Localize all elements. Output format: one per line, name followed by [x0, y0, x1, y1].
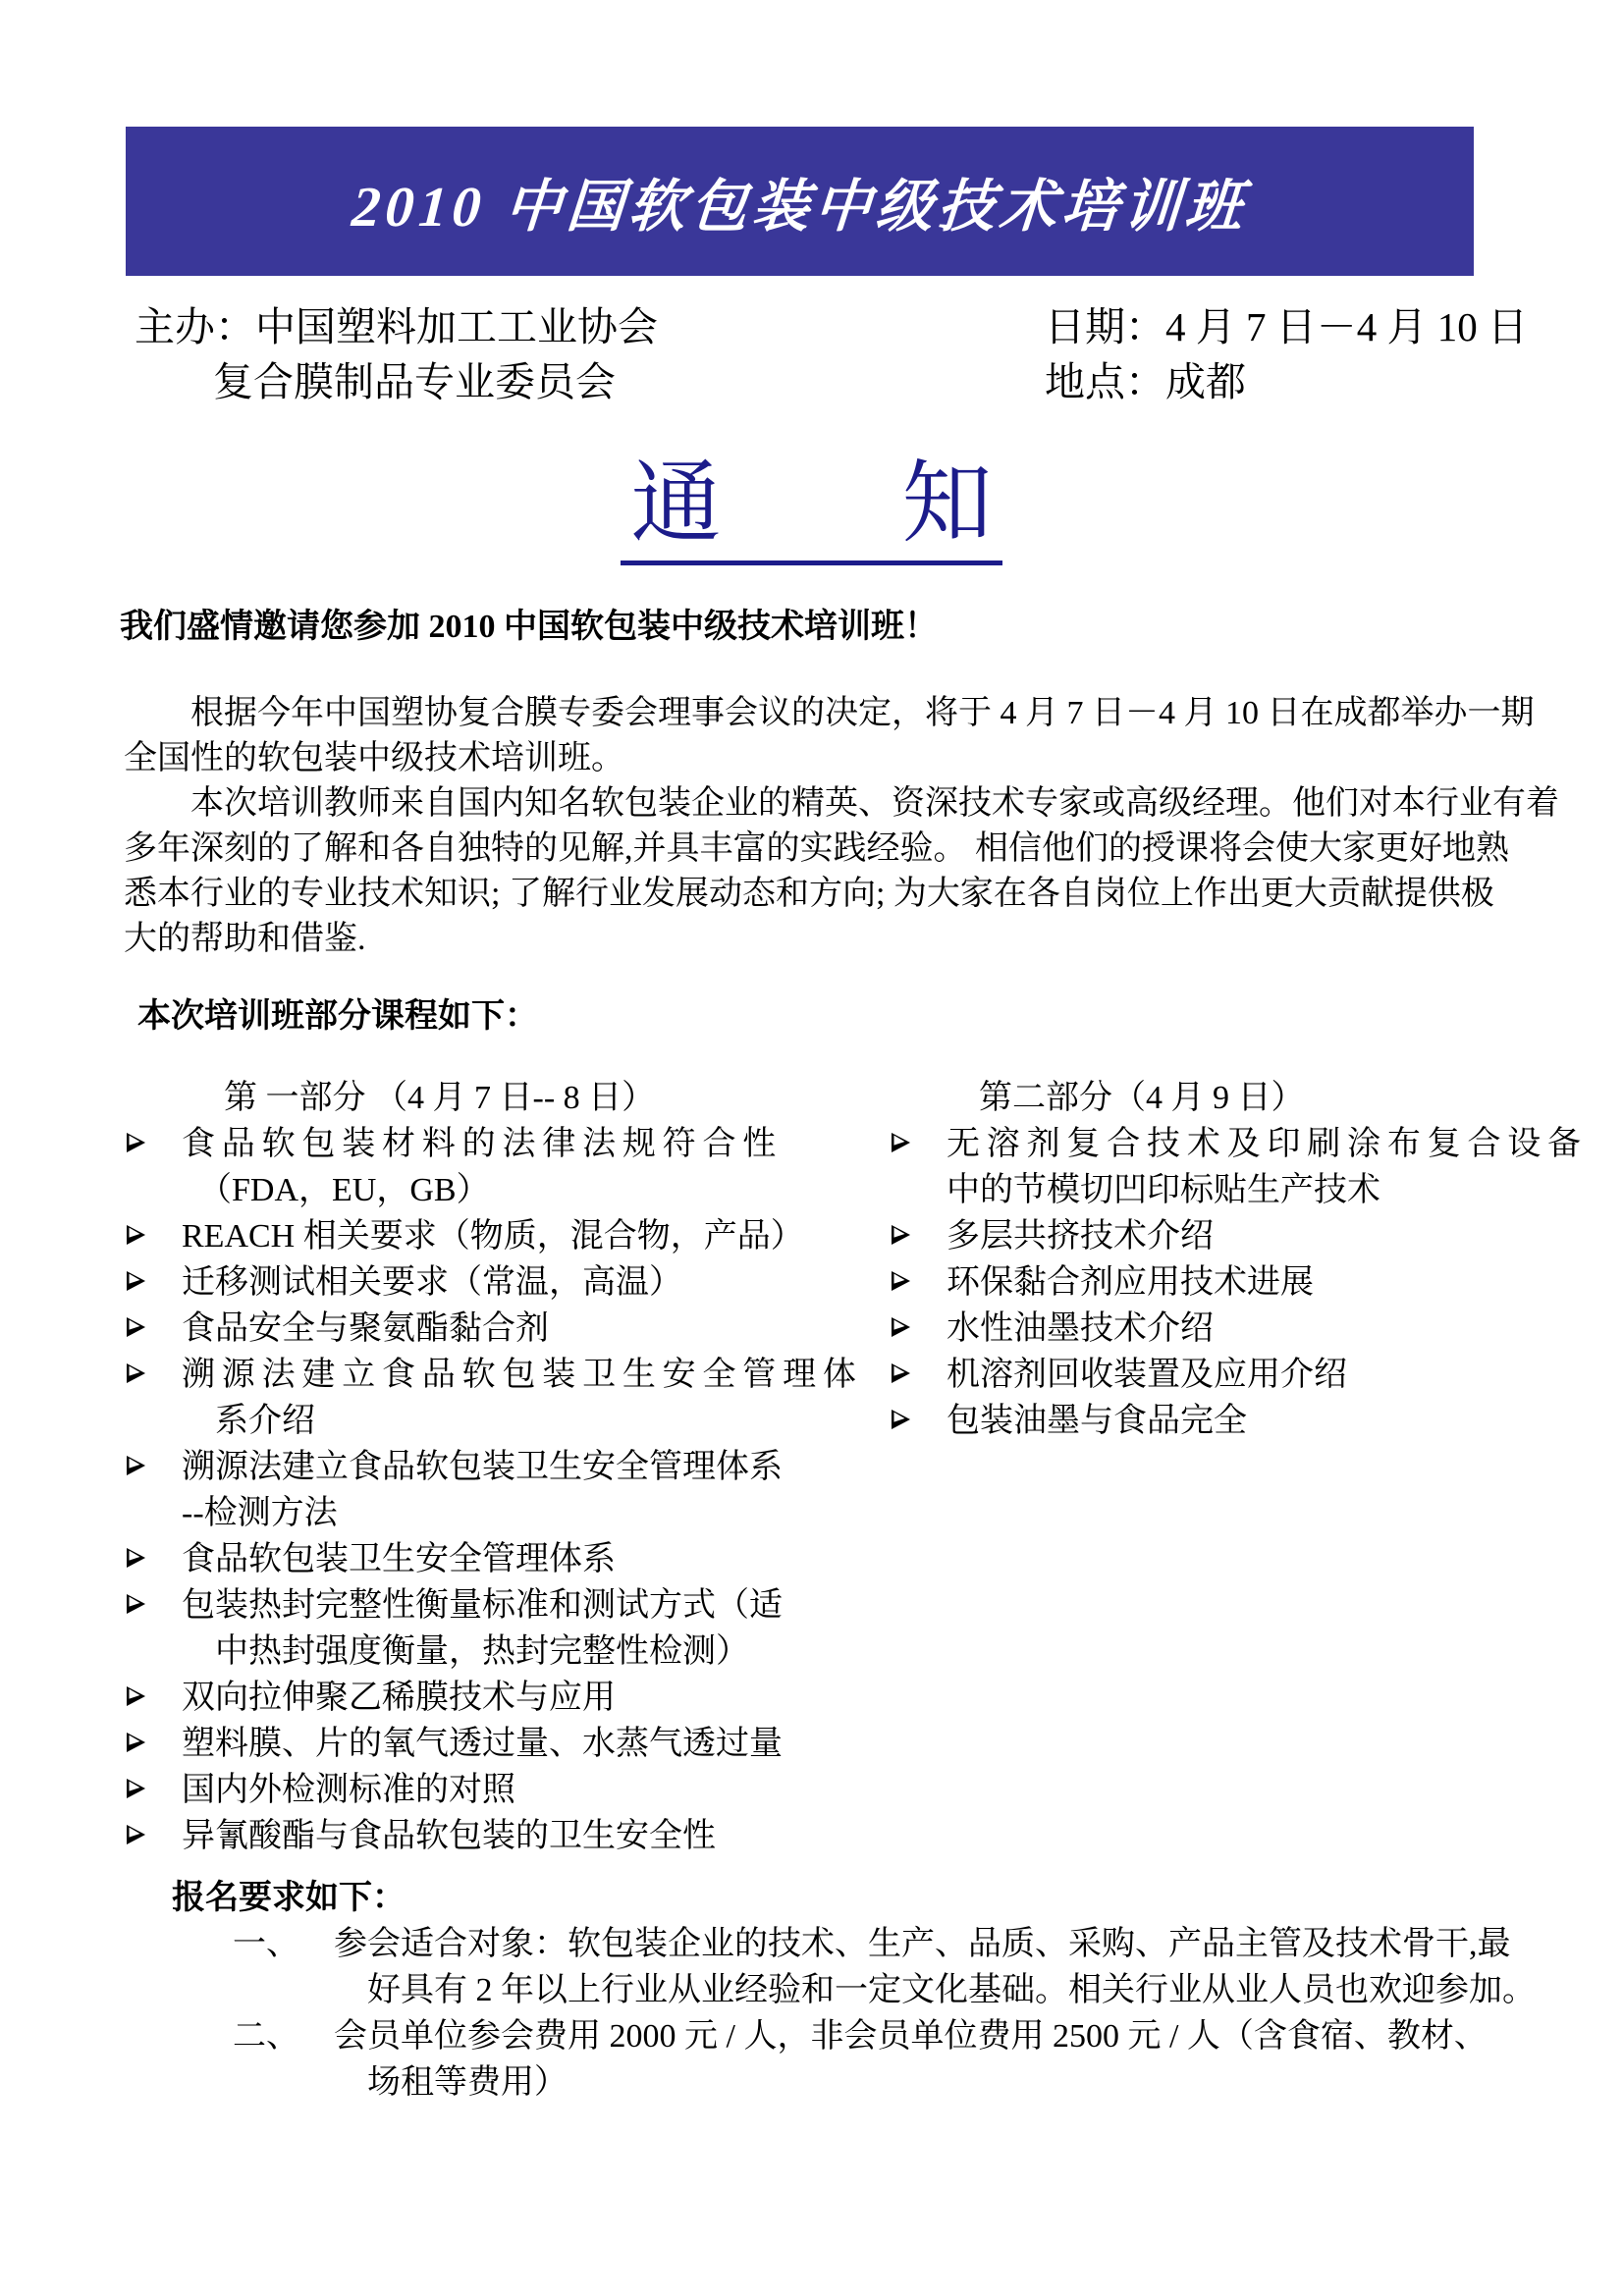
arrow-bullet-icon [124, 1352, 182, 1386]
paragraph-line: 大的帮助和借鉴. [124, 921, 366, 957]
arrow-bullet-icon [889, 1306, 947, 1340]
arrow-bullet-icon [124, 1582, 182, 1617]
arrow-bullet-icon [889, 1121, 947, 1155]
requirement-number: 二、 [233, 2018, 299, 2055]
course-part-2 [889, 1075, 1623, 1859]
course-line: 食品软包装卫生安全管理体系 [182, 1541, 616, 1577]
course-part-1 [124, 1075, 889, 1859]
course-item-lines [947, 1213, 1623, 1259]
location-value: 成都 [1165, 359, 1246, 404]
course-line: 中的节模切凹印标贴生产技术 [947, 1172, 1380, 1208]
course-item [889, 1121, 1623, 1213]
requirement-item [233, 1921, 1623, 2013]
invitation-line: 我们盛情邀请您参加 2010 中国软包装中级技术培训班！ [120, 609, 938, 645]
course-line: 双向拉伸聚乙稀膜技术与应用 [182, 1680, 616, 1716]
arrow-bullet-icon [124, 1813, 182, 1847]
course-line: 系介绍 [182, 1403, 315, 1439]
course-line: 溯 源 法 建 立 食 品 软 包 装 卫 生 安 全 管 理 体 [182, 1357, 856, 1393]
course-line: （FDA，EU，GB） [182, 1172, 490, 1208]
course-line: 多层共挤技术介绍 [947, 1218, 1214, 1255]
course-line: 无 溶 剂 复 合 技 术 及 印 刷 涂 布 复 合 设 备 [947, 1126, 1582, 1162]
arrow-bullet-icon [124, 1306, 182, 1340]
courses-heading: 本次培训班部分课程如下： [137, 998, 538, 1035]
course-item [889, 1398, 1623, 1444]
course-part-1-list [124, 1121, 889, 1859]
course-item [124, 1121, 889, 1213]
banner [126, 127, 1474, 276]
requirements-heading: 报名要求如下： [172, 1880, 406, 1916]
requirements-section [0, 1875, 1623, 2106]
requirement-item [233, 2013, 1623, 2106]
course-item-lines [182, 1444, 889, 1536]
course-item-lines [947, 1259, 1623, 1306]
course-line: 食品安全与聚氨酯黏合剂 [182, 1310, 549, 1347]
course-item-lines [182, 1352, 889, 1444]
paragraph-line: 全国性的软包装中级技术培训班。 [124, 740, 624, 776]
arrow-bullet-icon [124, 1675, 182, 1709]
intro-paragraphs [124, 691, 1623, 962]
course-item-lines [182, 1306, 889, 1352]
course-item-lines [947, 1306, 1623, 1352]
course-item-lines [182, 1582, 889, 1675]
courses-section [124, 1075, 1623, 1859]
arrow-bullet-icon [124, 1444, 182, 1478]
course-item-lines [182, 1675, 889, 1721]
banner-title: 2010 中国软包装中级技术培训班 [350, 175, 1250, 239]
course-line: 迁移测试相关要求（常温，高温） [182, 1264, 682, 1301]
arrow-bullet-icon [124, 1259, 182, 1294]
course-line: 塑料膜、片的氧气透过量、水蒸气透过量 [182, 1726, 783, 1762]
course-item-lines [182, 1213, 889, 1259]
course-part-1-header: 第 一部分 （4 月 7 日-- 8 日） [224, 1080, 656, 1116]
organizer-line-2 [135, 354, 1045, 409]
requirement-text [334, 2013, 1623, 2106]
course-line: 溯源法建立食品软包装卫生安全管理体系 [182, 1449, 783, 1485]
course-item [124, 1259, 889, 1306]
course-item-lines [182, 1721, 889, 1767]
course-item [124, 1536, 889, 1582]
date-value: 4 月 7 日－4 月 10 日 [1165, 304, 1528, 349]
course-item-lines [182, 1767, 889, 1813]
paragraph-line: 根据今年中国塑协复合膜专委会理事会议的决定，将于 4 月 7 日－4 月 10 日在成都举办一期 [124, 695, 1535, 731]
organizer-label: 主办： [135, 304, 255, 349]
organizer-line-1 [135, 299, 1045, 354]
location-line [1045, 354, 1528, 409]
arrow-bullet-icon [889, 1352, 947, 1386]
course-part-2-list [889, 1121, 1623, 1444]
arrow-bullet-icon [124, 1536, 182, 1571]
course-line: 包装热封完整性衡量标准和测试方式（适 [182, 1587, 783, 1624]
course-item-lines [947, 1352, 1623, 1398]
course-line: 环保黏合剂应用技术进展 [947, 1264, 1314, 1301]
course-item-lines [182, 1813, 889, 1859]
course-item-lines [947, 1121, 1623, 1213]
requirement-line: 参会适合对象：软包装企业的技术、生产、品质、采购、产品主管及技术骨干,最 [334, 1926, 1511, 1962]
course-item [124, 1213, 889, 1259]
course-item [124, 1306, 889, 1352]
organizer-name-2: 复合膜制品专业委员会 [213, 359, 616, 404]
organizer-block [135, 299, 1045, 409]
course-line: --检测方法 [182, 1495, 338, 1531]
paragraph-line: 多年深刻的了解和各自独特的见解,并具丰富的实践经验。 相信他们的授课将会使大家更好地熟 [124, 830, 1509, 867]
course-line: 水性油墨技术介绍 [947, 1310, 1214, 1347]
date-line [1045, 299, 1528, 354]
requirement-text [334, 1921, 1623, 2013]
course-item [124, 1721, 889, 1767]
arrow-bullet-icon [889, 1398, 947, 1432]
course-line: 国内外检测标准的对照 [182, 1772, 515, 1808]
event-info-block [1045, 299, 1528, 409]
course-item-lines [182, 1121, 889, 1213]
arrow-bullet-icon [124, 1213, 182, 1248]
course-line: 包装油墨与食品完全 [947, 1403, 1247, 1439]
course-line: 食 品 软 包 装 材 料 的 法 律 法 规 符 合 性 [182, 1126, 777, 1162]
date-label: 日期： [1045, 304, 1165, 349]
course-item [889, 1213, 1623, 1259]
requirement-line: 会员单位参会费用 2000 元 / 人，非会员单位费用 2500 元 / 人（含食宿、教材、 [334, 2018, 1488, 2055]
location-label: 地点： [1045, 359, 1165, 404]
notice-title: 通 知 [621, 458, 1001, 565]
organizer-name-1: 中国塑料加工工业协会 [255, 304, 658, 349]
course-item [889, 1259, 1623, 1306]
arrow-bullet-icon [124, 1721, 182, 1755]
arrow-bullet-icon [889, 1213, 947, 1248]
course-item [124, 1582, 889, 1675]
arrow-bullet-icon [889, 1259, 947, 1294]
course-line: REACH 相关要求（物质，混合物，产品） [182, 1218, 804, 1255]
notice-title-wrap [0, 454, 1623, 565]
course-line: 中热封强度衡量，热封完整性检测） [182, 1633, 749, 1670]
course-item [124, 1813, 889, 1859]
course-item-lines [182, 1259, 889, 1306]
course-line: 异氰酸酯与食品软包装的卫生安全性 [182, 1818, 716, 1854]
course-item [124, 1352, 889, 1444]
arrow-bullet-icon [124, 1121, 182, 1155]
course-item [889, 1306, 1623, 1352]
paragraph-line: 本次培训教师来自国内知名软包装企业的精英、资深技术专家或高级经理。他们对本行业有着 [124, 785, 1559, 822]
arrow-bullet-icon [124, 1767, 182, 1801]
requirement-line: 好具有 2 年以上行业从业经验和一定文化基础。相关行业从业人员也欢迎参加。 [334, 1972, 1536, 2008]
course-item-lines [182, 1536, 889, 1582]
course-part-2-header: 第二部分（4 月 9 日） [979, 1080, 1305, 1116]
requirement-number: 一、 [233, 1926, 299, 1962]
requirement-line: 场租等费用） [334, 2064, 568, 2101]
course-item [124, 1444, 889, 1536]
course-line: 机溶剂回收装置及应用介绍 [947, 1357, 1347, 1393]
course-item [124, 1767, 889, 1813]
course-item [124, 1675, 889, 1721]
meta-section [135, 299, 1623, 409]
course-item [889, 1352, 1623, 1398]
course-item-lines [947, 1398, 1623, 1444]
paragraph-line: 悉本行业的专业技术知识; 了解行业发展动态和方向; 为大家在各自岗位上作出更大贡献提供极 [124, 876, 1494, 912]
